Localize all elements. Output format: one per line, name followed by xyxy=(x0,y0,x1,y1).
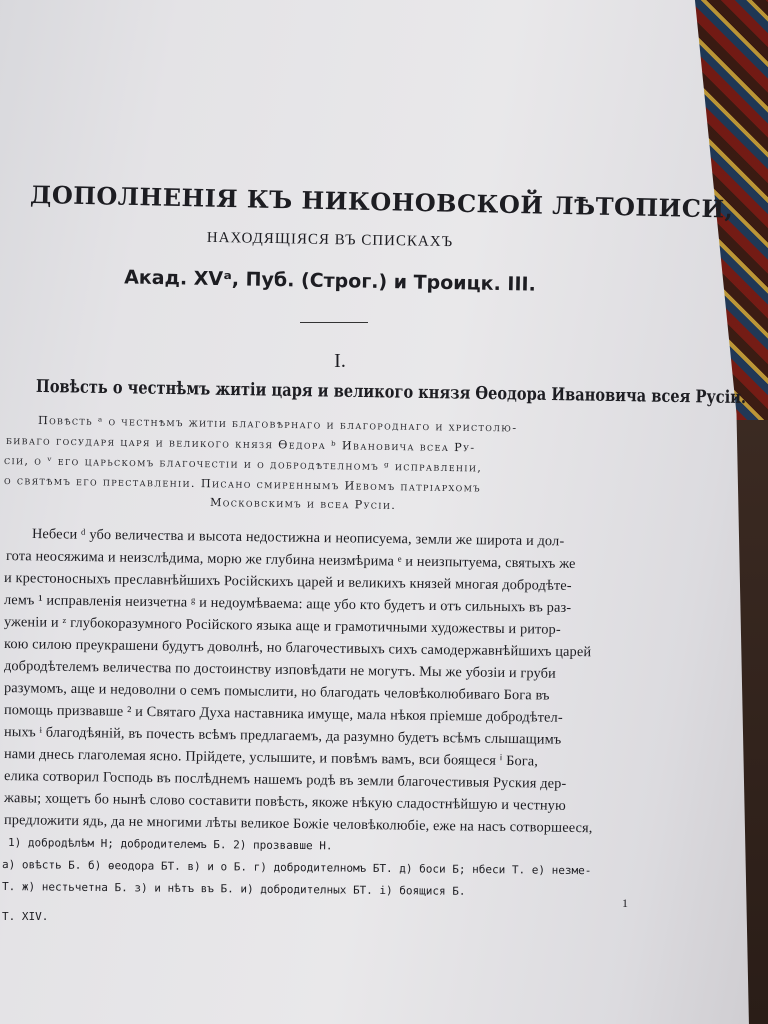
body-line: Небеси ᵈ убо величества и высота недостижна и неописуема, земли же широта и дол- xyxy=(31,526,565,550)
body-line: разумомъ, аще и недоволни о семъ помыслити, но благодать человѣколюбиваго Бога въ xyxy=(3,680,550,704)
body-line: добродѣтелемъ величества по достоинству изповѣдати не могутъ. Мы же убозіи и груби xyxy=(3,658,557,682)
intro-line: сіи, о ᵛ его царьскомъ благочестіи и о добродѣтелномъ ᵍ исправленіи, xyxy=(3,454,483,475)
footnote-line: Т. ж) нестьчетна Б. з) и нѣтъ въ Б. и) добродителных БТ. і) боящися Б. xyxy=(1,880,466,898)
document-title: ДОПОЛНЕНІЯ КЪ НИКОНОВСКОЙ ЛѢТОПИСИ, xyxy=(29,179,734,224)
body-line: помощь призвавше ² и Святаго Духа наставника имуще, мала нѣкоя пріемше добродѣтел- xyxy=(3,702,563,726)
body-line: елика сотворил Господь въ послѣднемъ нашемъ родѣ въ земли благочестивыя Руския дер- xyxy=(3,768,567,792)
body-line: кою силою преукрашени будутъ доволнѣ, но благочестивыхъ сихъ самодержавнѣйшихъ царей xyxy=(3,636,592,661)
body-line: уженіи и ᶻ глубокоразумного Російского языка аще и грамотичными художествы и ритор- xyxy=(3,614,561,638)
manuscript-sources: Акад. XVᵃ, Пуб. (Строг.) и Троицк. III. xyxy=(123,266,537,296)
footnote-line: 1) добродѣлѣм Н; добродителемъ Б. 2) прозвавше Н. xyxy=(7,836,333,853)
body-line: лемъ ¹ исправленія неизчетна ᵍ и недоумѣваема: аще убо кто будетъ и отъ сильныхъ въ раз- xyxy=(3,592,572,616)
body-line: предложити ядь, да не многими лѣты великое Божіе человѣколюбіе, еже на насъ сотворшееся, xyxy=(3,812,593,837)
volume-label: Т. XIV. xyxy=(2,910,49,923)
chapter-heading: Повѣсть о честнѣмъ житіи царя и великого князя Ѳеодора Ивановича всея Русіи. xyxy=(35,376,747,408)
body-line: гота неосяжима и неизслѣдима, морю же глубина неизмѣрима ᵉ и неизпытуема, святыхъ же xyxy=(5,548,576,572)
body-line: ныхъ ᶤ благодѣяній, въ почесть всѣмъ предлагаемъ, да разумно будетъ всѣмъ слышащимъ xyxy=(3,724,562,748)
footnote-line: а) овѣсть Б. б) ѳеодора БТ. в) и о Б. г) добродителномъ БТ. д) боси Б; нбеси Т. е) незме- xyxy=(1,858,592,878)
page-number: 1 xyxy=(622,896,628,910)
section-number: I. xyxy=(334,350,346,372)
divider-rule xyxy=(300,322,368,323)
body-line: и крестоносныхъ преславнѣйшихъ Російскихъ царей и великихъ князей многая добродѣте- xyxy=(3,570,572,594)
body-line: нами днесь глаголемая ясно. Прійдете, услышите, и повѣмъ вамъ, вси боящеся ⁱ Бога, xyxy=(3,746,539,770)
intro-line: о святѣмъ его преставленіи. Писано смиреннымъ Иевомъ патріархомъ xyxy=(3,474,482,495)
intro-line: Повѣсть ᵃ о честнѣмъ житіи благовѣрнаго и благороднаго и христолю- xyxy=(37,414,518,435)
intro-line: биваго государя царя и великого князя Ѳедора ᵇ Ивановича всеа Ру- xyxy=(5,434,476,455)
intro-line: Московскимъ и всеа Русіи. xyxy=(209,496,397,512)
body-line: жавы; хощетъ бо нынѣ слово составити повѣсть, якоже нѣкую сладостнѣйшую и честную xyxy=(3,790,566,814)
document-subtitle: НАХОДЯЩІЯСЯ ВЪ СПИСКАХЪ xyxy=(206,229,454,251)
